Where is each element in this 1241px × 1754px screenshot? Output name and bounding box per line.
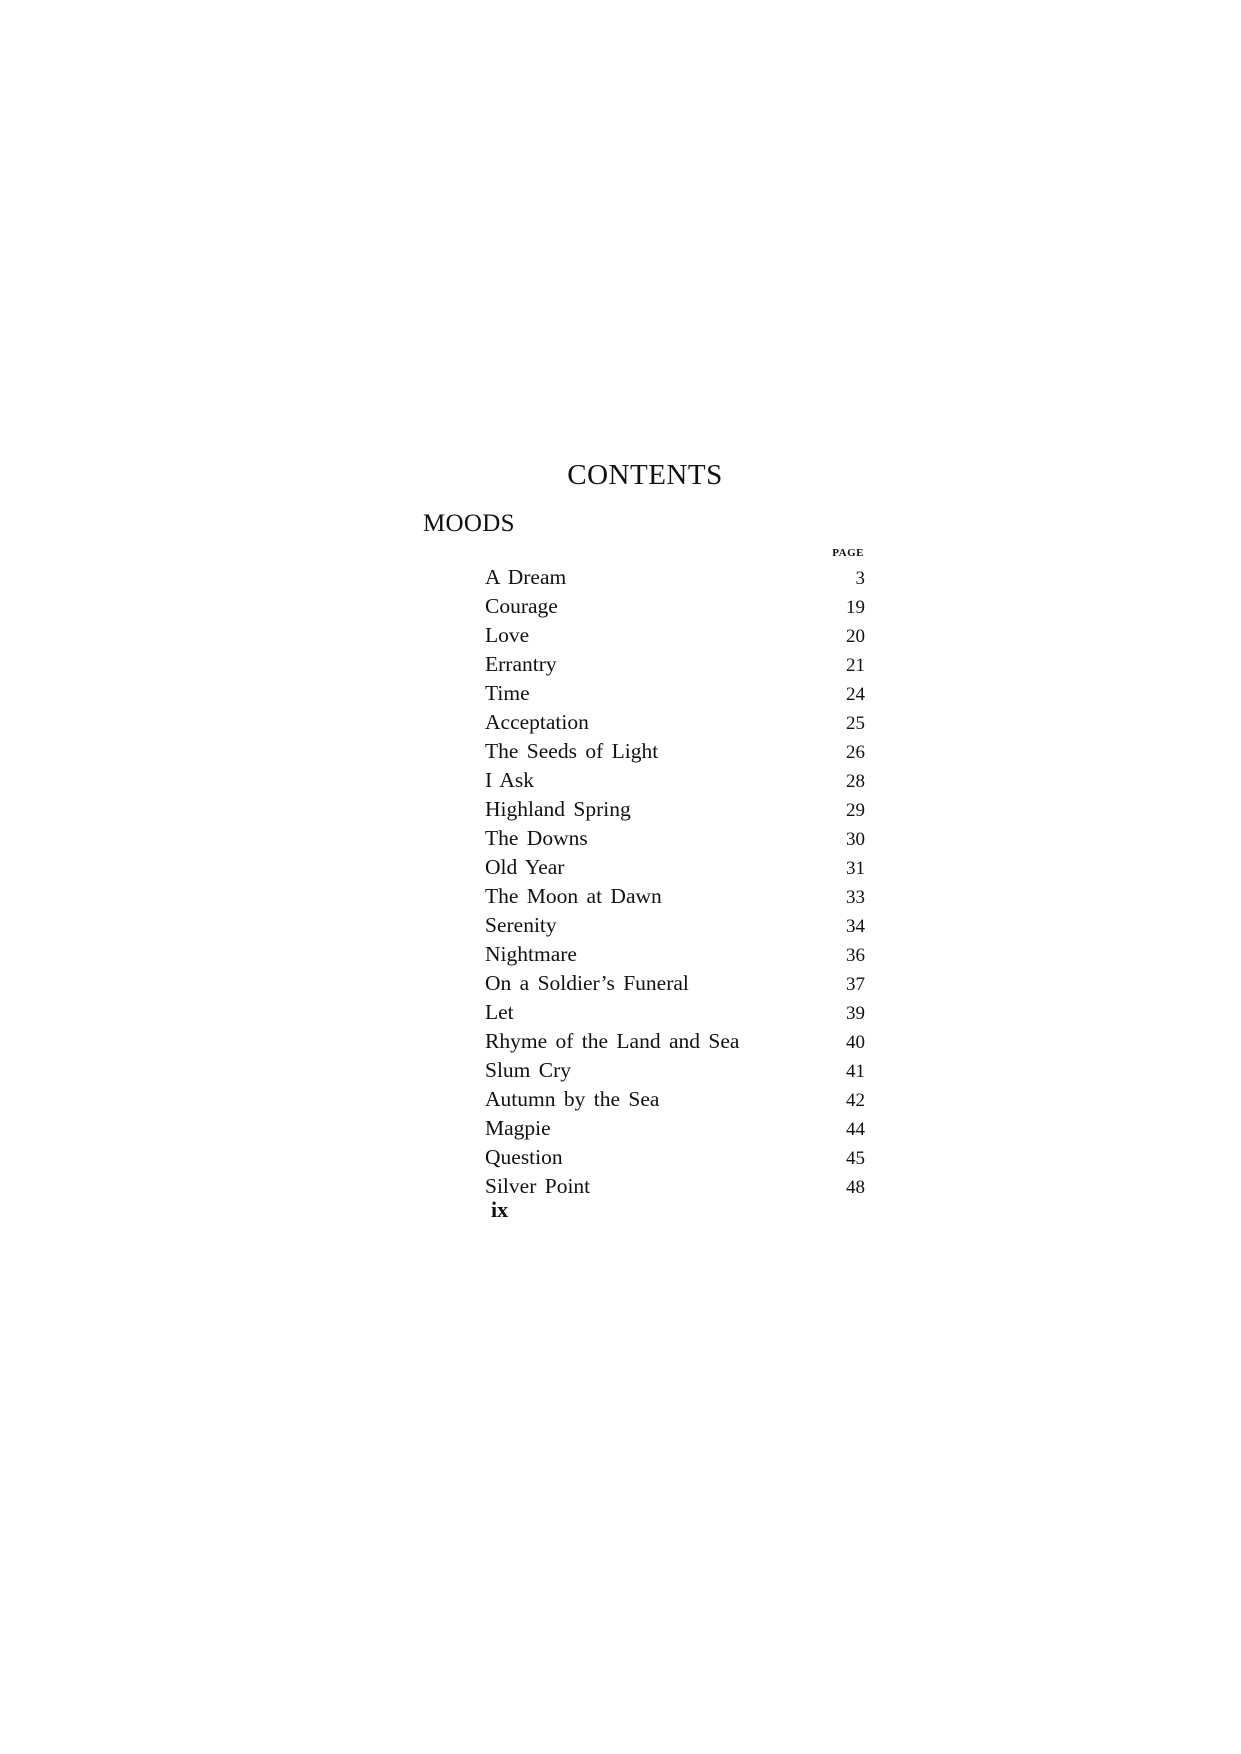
toc-entry-page: 31 <box>846 858 865 879</box>
toc-entry-title: Old Year <box>485 855 565 879</box>
toc-entry <box>485 679 865 708</box>
toc-entry-title: The Moon at Dawn <box>485 884 662 908</box>
toc-entry-title: The Seeds of Light <box>485 739 659 763</box>
toc-entry-page: 41 <box>846 1061 865 1082</box>
toc-entry-page: 34 <box>846 916 865 937</box>
toc-entry-title: Acceptation <box>485 710 589 734</box>
toc-entry-title: I Ask <box>485 768 534 792</box>
toc-entry <box>485 563 865 592</box>
toc-entry <box>485 1056 865 1085</box>
toc-entry-page: 44 <box>846 1119 865 1140</box>
toc-entry-page: 24 <box>846 684 865 705</box>
toc-entry-page: 20 <box>846 626 865 647</box>
toc-entry-page: 25 <box>846 713 865 734</box>
toc-entry-title: A Dream <box>485 565 567 589</box>
toc-entry <box>485 998 865 1027</box>
toc-entry-title: Rhyme of the Land and Sea <box>485 1029 740 1053</box>
toc-entry-page: 28 <box>846 771 865 792</box>
toc-entry-page: 40 <box>846 1032 865 1053</box>
toc-entry-page: 29 <box>846 800 865 821</box>
toc-entry-title: Slum Cry <box>485 1058 572 1082</box>
toc-entry-page: 36 <box>846 945 865 966</box>
toc-entry <box>485 592 865 621</box>
toc-entry <box>485 1172 865 1201</box>
toc-entry-title: Errantry <box>485 652 557 676</box>
toc-entry <box>485 1085 865 1114</box>
toc-entry-page: 39 <box>846 1003 865 1024</box>
toc-entry <box>485 1027 865 1056</box>
toc-entry-title: Magpie <box>485 1116 551 1140</box>
toc-entry-page: 45 <box>846 1148 865 1169</box>
toc-entry-title: Nightmare <box>485 942 577 966</box>
toc-entry <box>485 969 865 998</box>
toc-entry-page: 26 <box>846 742 865 763</box>
toc-entry-title: On a Soldier’s Funeral <box>485 971 689 995</box>
page-title: CONTENTS <box>567 459 723 492</box>
toc-entry-page: 48 <box>846 1177 865 1198</box>
toc-entry-page: 33 <box>846 887 865 908</box>
toc-entry-page: 37 <box>846 974 865 995</box>
toc-entry <box>485 1143 865 1172</box>
toc-entry <box>485 795 865 824</box>
toc-entry <box>485 1114 865 1143</box>
page-column-label: PAGE <box>832 547 864 559</box>
toc-entry-page: 30 <box>846 829 865 850</box>
toc-entry <box>485 766 865 795</box>
toc-entry <box>485 650 865 679</box>
toc-entry <box>485 911 865 940</box>
toc-entry <box>485 737 865 766</box>
toc-entry-title: Love <box>485 623 530 647</box>
toc-entry-title: Serenity <box>485 913 557 937</box>
toc-entry-page: 42 <box>846 1090 865 1111</box>
toc-entry <box>485 708 865 737</box>
toc-entry-title: The Downs <box>485 826 588 850</box>
toc-entry-title: Question <box>485 1145 563 1169</box>
toc-entry <box>485 853 865 882</box>
toc-entry <box>485 621 865 650</box>
section-heading: MOODS <box>423 510 515 537</box>
toc-entry-title: Silver Point <box>485 1174 591 1198</box>
toc-entry-title: Courage <box>485 594 558 618</box>
toc-entry-title: Autumn by the Sea <box>485 1087 660 1111</box>
toc-entry <box>485 940 865 969</box>
toc-entry-title: Highland Spring <box>485 797 631 821</box>
toc-entry-page: 21 <box>846 655 865 676</box>
toc-entry-page: 19 <box>846 597 865 618</box>
toc-entry <box>485 882 865 911</box>
toc-entry-title: Let <box>485 1000 514 1024</box>
toc-entry <box>485 824 865 853</box>
toc-entry-title: Time <box>485 681 530 705</box>
toc-entry-page: 3 <box>855 568 865 589</box>
page-folio: ix <box>491 1197 509 1222</box>
toc-list <box>485 563 865 1201</box>
